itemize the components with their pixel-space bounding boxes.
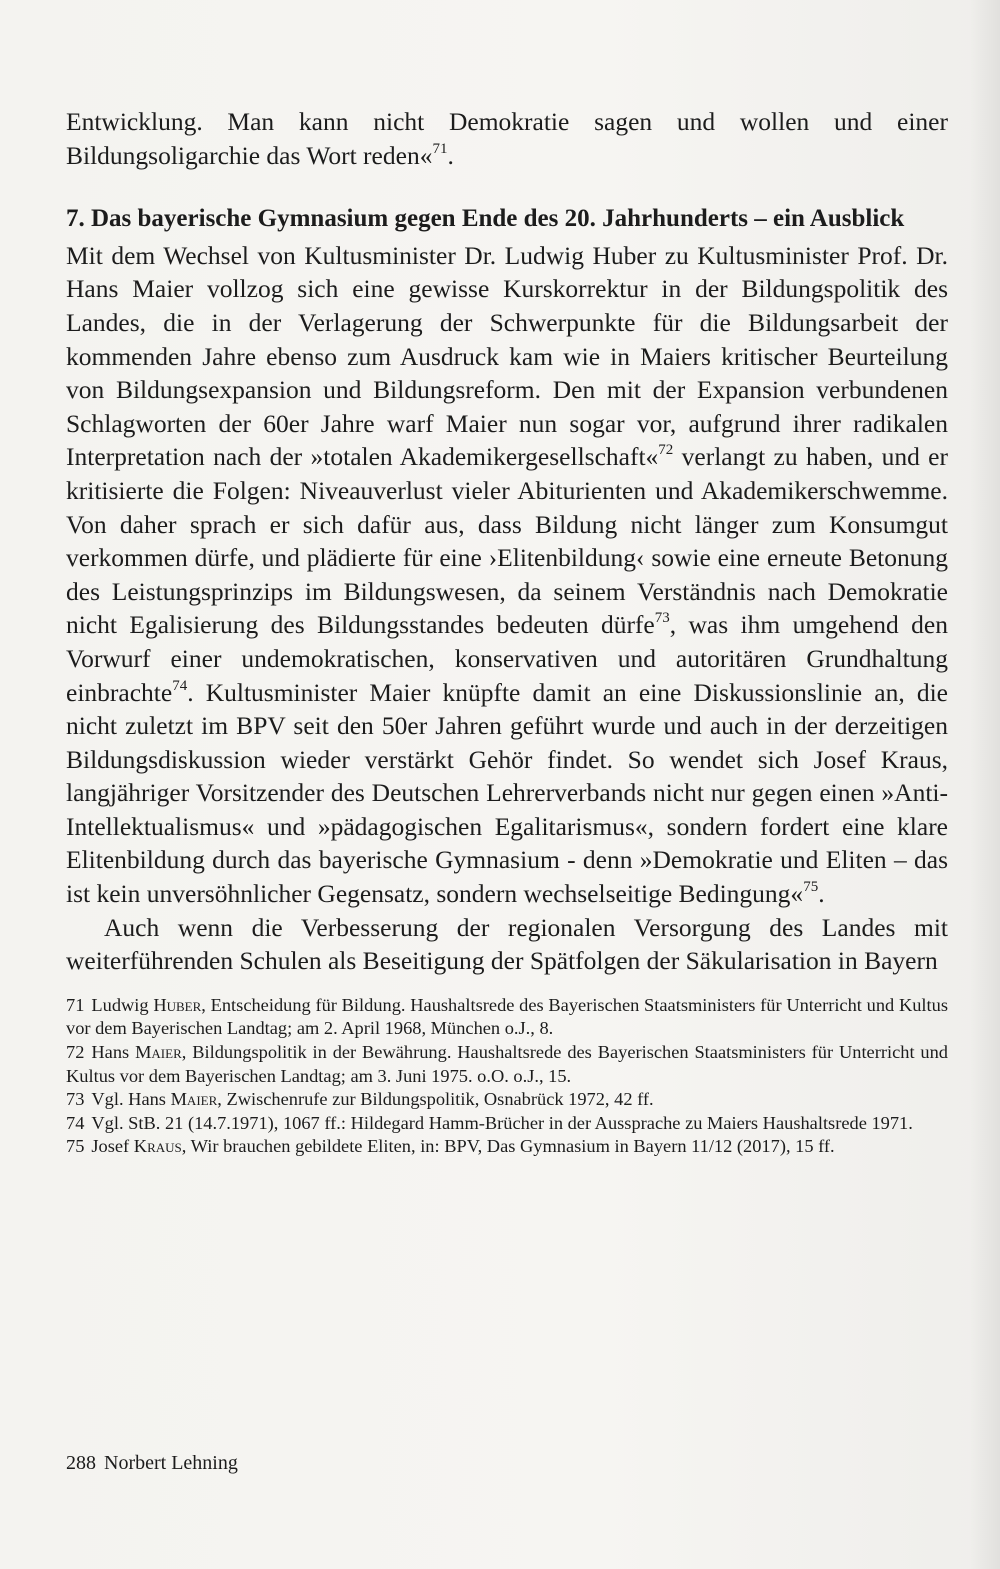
footnote-prefix: Hans	[91, 1042, 136, 1063]
page-number: 288	[66, 1452, 96, 1474]
page-edge-shadow	[970, 0, 1000, 1569]
footnote-author: Maier	[135, 1042, 182, 1063]
footnote-number: 75	[66, 1136, 85, 1157]
footnote-ref-75: 75	[803, 879, 819, 896]
footnote-75	[66, 1135, 948, 1159]
main-text-2: verlangt zu haben, und er kritisierte die Folgen: Niveauverlust vieler Abiturienten und Akademikerschwemme. Von daher sprach er sich dafür aus, dass Bildung nicht länger zum Konsumgut verkommen dürfe, und plädierte für eine ›Elitenbildung‹ sowie eine erneute Betonung des Leistungsprinzips im Bildungswesen, da seinem Verständnis nach Demokratie nicht Egalisierung des Bildungsstandes bedeuten dürfe	[66, 442, 948, 640]
footnote-author: Huber	[153, 994, 202, 1015]
footnote-prefix: Vgl. Hans	[91, 1089, 171, 1110]
footnote-ref-72: 72	[658, 442, 674, 459]
footnote-71	[66, 994, 948, 1041]
last-paragraph: Auch wenn die Verbesserung der regionalen Versorgung des Landes mit weiterführenden Schulen als Beseitigung der Spätfolgen der Säkularisation in Bayern	[66, 912, 948, 976]
footnote-ref-73: 73	[654, 610, 670, 627]
footnote-72	[66, 1041, 948, 1088]
footnote-74	[66, 1112, 948, 1136]
intro-tail: .	[447, 140, 454, 170]
page-content	[66, 105, 948, 1159]
footnotes	[66, 994, 948, 1159]
footnote-text: , Zwischenrufe zur Bildungspolitik, Osnabrück 1972, 42 ff.	[217, 1089, 654, 1110]
running-author: Norbert Lehning	[104, 1452, 238, 1474]
footnote-ref-74: 74	[172, 677, 188, 694]
footnote-number: 71	[66, 994, 85, 1015]
main-text-4: . Kultusminister Maier knüpfte damit an eine Diskussionslinie an, die nicht zuletzt im BPV seit den 50er Jahren geführt wurde und auch in der derzeitigen Bildungsdiskussion wieder verstärkt Gehör findet. So wendet sich Josef Kraus, langjähriger Vorsitzender des Deutschen Lehrerverbands nicht nur gegen einen »Anti-Intellektualismus« und »pädagogischen Egalitarismus«, sondern fordert eine klare Elitenbildung durch das bayerische Gymnasium - denn »Demokratie und Eliten – das ist kein unversöhnlicher Gegensatz, sondern wechselseitige Bedingung«	[66, 677, 948, 909]
footnote-author: Maier	[170, 1089, 218, 1110]
main-paragraph	[66, 239, 948, 911]
footnote-prefix: Josef	[91, 1136, 134, 1157]
footnote-73	[66, 1088, 948, 1112]
page-footer	[66, 1452, 238, 1475]
footnote-ref-71: 71	[432, 140, 448, 157]
footnote-number: 72	[66, 1042, 85, 1063]
main-text-5: .	[818, 879, 825, 909]
footnote-number: 74	[66, 1112, 85, 1133]
footnote-text: , Bildungspolitik in der Bewährung. Haushaltsrede des Bayerischen Staatsministers für Unterricht und Kultus vor dem Bayerischen Landtag; am 3. Juni 1975. o.O. o.J., 15.	[66, 1042, 948, 1086]
main-text-1: Mit dem Wechsel von Kultusminister Dr. Ludwig Huber zu Kultusminister Prof. Dr. Hans Maier vollzog sich eine gewisse Kurskorrektur in der Bildungspolitik des Landes, die in der Verlagerung der Schwerpunkte für die Bildungsarbeit der kommenden Jahre ebenso zum Ausdruck kam wie in Maiers kritischer Beurteilung von Bildungsexpansion und Bildungsreform. Den mit der Expansion verbundenen Schlagworten der 60er Jahre warf Maier nun sogar vor, aufgrund ihrer radikalen Interpretation nach der »totalen Akademikergesellschaft«	[66, 240, 948, 472]
footnote-author: Kraus	[133, 1136, 182, 1157]
section-heading: 7. Das bayerische Gymnasium gegen Ende des 20. Jahrhunderts – ein Ausblick	[66, 205, 905, 233]
intro-paragraph	[66, 105, 948, 172]
footnote-prefix: Ludwig	[91, 994, 154, 1015]
footnote-text: Vgl. StB. 21 (14.7.1971), 1067 ff.: Hildegard Hamm-Brücher in der Aussprache zu Maiers Haushaltsrede 1971.	[91, 1112, 913, 1133]
footnote-text: , Entscheidung für Bildung. Haushaltsrede des Bayerischen Staatsministers für Unterricht und Kultus vor dem Bayerischen Landtag; am 2. April 1968, München o.J., 8.	[66, 994, 948, 1039]
main-text-3: , was ihm umgehend den Vorwurf einer undemokratischen, konservativen und autoritären Grundhaltung einbrachte	[66, 610, 948, 707]
footnote-text: , Wir brauchen gebildete Eliten, in: BPV, Das Gymnasium in Bayern 11/12 (2017), 15 ff.	[181, 1136, 835, 1157]
footnote-number: 73	[66, 1089, 85, 1110]
intro-text: Entwicklung. Man kann nicht Demokratie sagen und wollen und einer Bildungsoligarchie das Wort reden«	[66, 107, 948, 170]
